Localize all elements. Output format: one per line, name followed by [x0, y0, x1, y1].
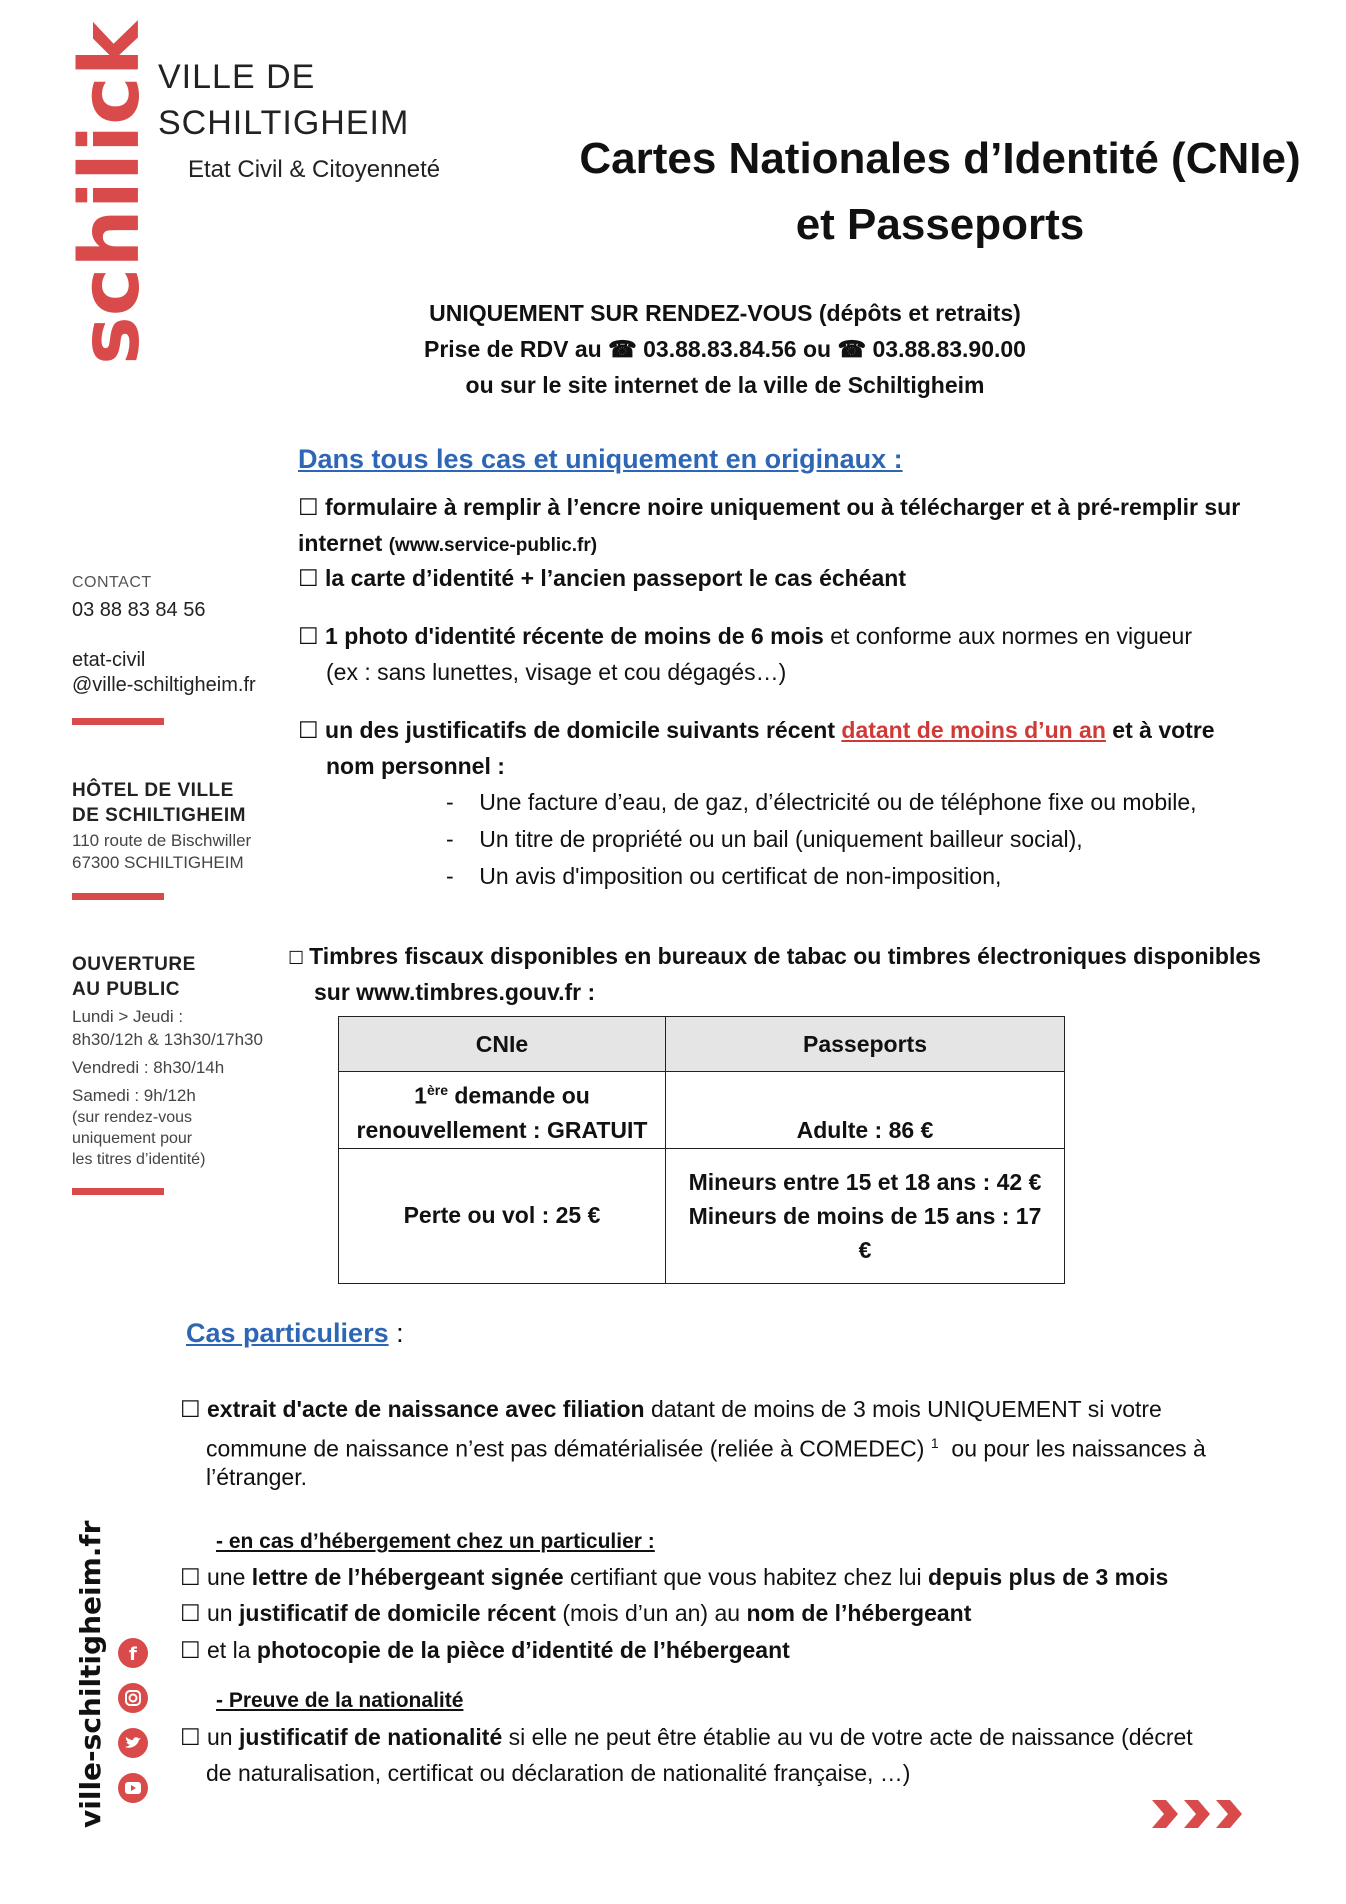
sub-item: - Un avis d'imposition ou certificat de non-imposition, [446, 863, 1002, 889]
list-item-cont: de naturalisation, certificat ou déclaration de nationalité française, …) [206, 1760, 911, 1786]
fees-table [338, 1016, 1065, 1284]
hours-line5: (sur rendez-vous [72, 1109, 193, 1126]
checkbox-icon: ☐ [298, 623, 326, 649]
hours-line4: Samedi : 9h/12h [72, 1086, 196, 1105]
list-item: internet (www.service-public.fr) [298, 530, 598, 556]
divider [72, 1188, 164, 1195]
checkbox-icon: ☐ [180, 1724, 208, 1750]
page-title-line1: Cartes Nationales d’Identité (CNIe) [579, 134, 1301, 183]
divider [72, 718, 164, 725]
list-item: ☐ et la photocopie de la pièce d’identité de l’hébergeant [180, 1637, 790, 1663]
checkbox-icon: ☐ [180, 1396, 208, 1422]
logo-schiltigheim: SCHILTIGHEIM [158, 104, 410, 142]
opening-line1: OUVERTURE [72, 954, 196, 975]
contact-email-line1[interactable]: etat-civil [72, 649, 146, 671]
contact-email-line2[interactable]: @ville-schiltigheim.fr [72, 674, 256, 696]
list-item-cont: commune de naissance n’est pas dématérialisée (reliée à COMEDEC) $^1$ ou pour les naissances à [206, 1435, 1206, 1462]
checkbox-icon: ☐ [180, 1564, 208, 1590]
page-title-line2: et Passeports [795, 200, 1085, 249]
list-item: ☐ formulaire à remplir à l’encre noire uniquement ou à télécharger et à pré-remplir sur [298, 494, 1241, 520]
list-item-cont: sur www.timbres.gouv.fr : [314, 979, 596, 1005]
checkbox-icon: ☐ [180, 1637, 208, 1663]
schilick-logo [20, 21, 158, 365]
hours-line2: 8h30/12h & 13h30/17h30 [72, 1030, 263, 1049]
instagram-icon[interactable] [118, 1683, 148, 1713]
vertical-url[interactable] [72, 1510, 106, 1830]
list-item: ☐ une lettre de l’hébergeant signée certifiant que vous habitez chez lui depuis plus de 3 mois [180, 1564, 1169, 1590]
chevrons-icon [1150, 1794, 1250, 1834]
hotel-line2: DE SCHILTIGHEIM [72, 805, 246, 826]
list-item: ☐ 1 photo d'identité récente de moins de 6 mois et conforme aux normes en vigueur [298, 623, 1192, 649]
hours-line6: uniquement pour [72, 1130, 193, 1147]
sub-item: - Une facture d’eau, de gaz, d’électricité ou de téléphone fixe ou mobile, [446, 789, 1197, 815]
youtube-icon[interactable] [118, 1773, 148, 1803]
section-heading-originals: Dans tous les cas et uniquement en originaux : [298, 444, 903, 474]
twitter-icon[interactable] [118, 1728, 148, 1758]
checkbox-icon: ☐ [298, 494, 326, 520]
facebook-icon[interactable] [118, 1638, 148, 1668]
address-line2: 67300 SCHILTIGHEIM [72, 853, 244, 872]
list-item: ☐ un justificatif de domicile récent (mois d’un an) au nom de l’hébergeant [180, 1600, 972, 1626]
list-item-cont: nom personnel : [326, 753, 505, 779]
table-row: 1ère demande ou renouvellement : GRATUIT Adulte : 86 € [339, 1072, 1065, 1149]
list-item: ☐ un des justificatifs de domicile suivants récent datant de moins d’un an et à votre [298, 717, 1215, 743]
list-item-cont: l’étranger. [206, 1464, 308, 1490]
list-item-cont: (ex : sans lunettes, visage et cou dégagés…) [326, 659, 787, 685]
checkbox-icon: ☐ [180, 1600, 208, 1626]
subheading-nationalite: - Preuve de la nationalité [216, 1689, 464, 1712]
section-heading-particular: Cas particuliers : [186, 1318, 404, 1348]
list-item: ☐ un justificatif de nationalité si elle ne peut être établie au vu de votre acte de naissance (décret [180, 1724, 1193, 1750]
opening-line2: AU PUBLIC [72, 979, 180, 1000]
table-row: Perte ou vol : 25 € Mineurs entre 15 et 18 ans : 42 € Mineurs de moins de 15 ans : 17 € [339, 1148, 1065, 1283]
list-item: ☐ extrait d'acte de naissance avec filiation datant de moins de 3 mois UNIQUEMENT si votre [180, 1396, 1162, 1422]
vertical-url-text: ville-schiltigheim.fr [74, 1520, 107, 1828]
hours-line1: Lundi > Jeudi : [72, 1007, 184, 1026]
hotel-line1: HÔTEL DE VILLE [72, 780, 234, 801]
list-item: ☐ la carte d’identité + l’ancien passeport le cas échéant [298, 565, 907, 591]
hours-line3: Vendredi : 8h30/14h [72, 1058, 225, 1077]
divider [72, 893, 164, 900]
checkbox-icon: ☐ [298, 717, 326, 743]
address-line1: 110 route de Bischwiller [72, 831, 252, 850]
checkbox-icon: ☐ [288, 948, 310, 968]
contact-phone[interactable]: 03 88 83 84 56 [72, 599, 206, 621]
logo-service: Etat Civil & Citoyenneté [188, 156, 441, 183]
subheading-hebergement: - en cas d’hébergement chez un particulier : [216, 1530, 655, 1553]
hours-line7: les titres d’identité) [72, 1151, 206, 1168]
schilick-logo-text: schilick [63, 21, 158, 365]
table-header: Passeports [666, 1017, 1065, 1072]
rdv-line2: Prise de RDV au ☎ 03.88.83.84.56 ou ☎ 03.88.83.90.00 [424, 336, 1026, 362]
svg-text:f: f [129, 1644, 137, 1665]
table-header: CNIe [339, 1017, 666, 1072]
rdv-line1: UNIQUEMENT SUR RENDEZ-VOUS (dépôts et retraits) [429, 300, 1021, 326]
contact-label: CONTACT [72, 574, 152, 591]
list-item-timbres: ☐ Timbres fiscaux disponibles en bureaux de tabac ou timbres électroniques disponibles [288, 943, 1261, 969]
sub-item: - Un titre de propriété ou un bail (uniquement bailleur social), [446, 826, 1083, 852]
checkbox-icon: ☐ [298, 565, 326, 591]
logo-ville-de: VILLE DE [158, 58, 316, 96]
rdv-line3: ou sur le site internet de la ville de Schiltigheim [465, 372, 985, 398]
